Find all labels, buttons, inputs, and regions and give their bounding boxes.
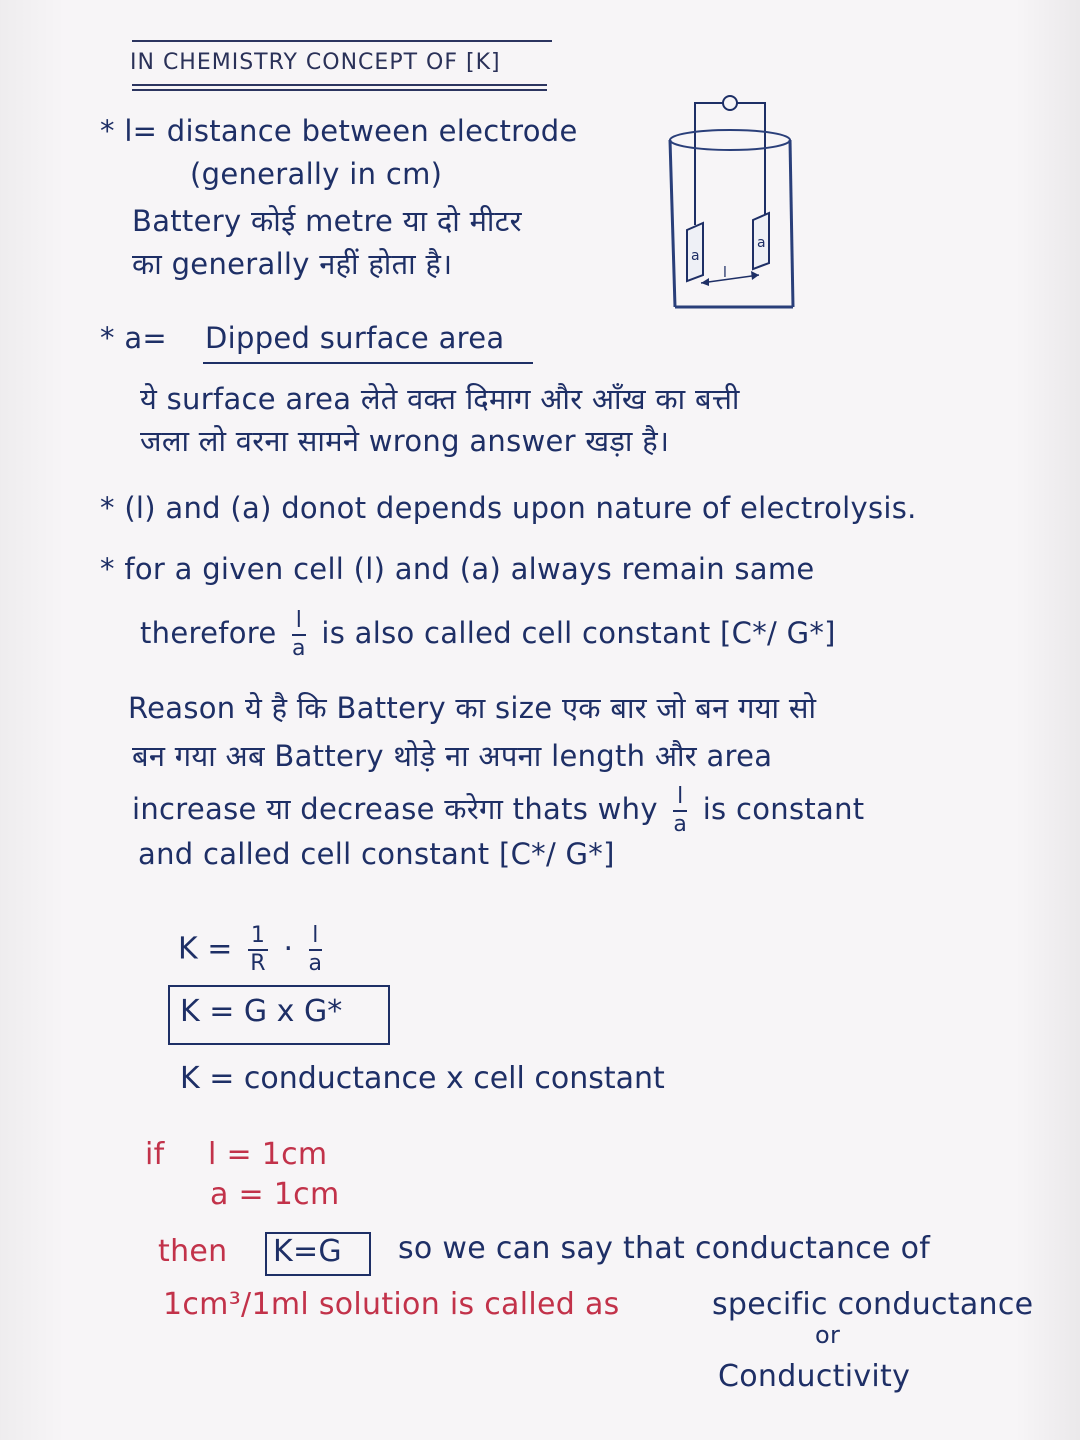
reason-line-3	[132, 786, 864, 836]
formula-3: K = conductance x cell constant	[180, 1061, 665, 1096]
l-over-a-fraction: $\frac{l}{a}$	[292, 608, 306, 661]
l-over-a-fraction-2: $\frac{l}{a}$	[673, 784, 688, 837]
then-statement: so we can say that conductance of	[398, 1231, 931, 1266]
title-rule-bottom-2	[132, 89, 547, 91]
left-plate-label: a	[691, 248, 700, 264]
l-unit-note: (generally in cm)	[190, 157, 443, 191]
bullet-given-cell: * for a given cell (l) and (a) always remain same	[100, 552, 815, 586]
then-label: then	[158, 1234, 228, 1269]
if-label: if	[145, 1137, 165, 1172]
a-value: a = 1cm	[210, 1177, 340, 1212]
reason-line-3-end: is constant	[702, 792, 865, 826]
a-definition-underline	[203, 362, 533, 364]
solution-statement: 1cm³/1ml solution is called as	[163, 1287, 620, 1322]
right-plate-label: a	[757, 235, 766, 251]
formula-1-dot: ·	[283, 931, 293, 967]
reason-line-1: Reason ये है कि Battery का size एक बार जो बन गया सो	[128, 691, 817, 725]
therefore-text: therefore	[140, 616, 277, 650]
title-rule-top	[132, 40, 552, 42]
a-prefix: * a=	[100, 321, 167, 355]
l-definition: * l= distance between electrode	[100, 114, 578, 148]
title-rule-bottom	[132, 84, 547, 86]
reason-line-4: and called cell constant [C*/ G*]	[138, 837, 615, 871]
specific-conductance: specific conductance	[712, 1287, 1034, 1322]
hindi-note-1a: Battery कोई metre या दो मीटर	[132, 204, 522, 238]
l-value: l = 1cm	[208, 1137, 328, 1172]
l-over-a-fraction-3: $\frac{l}{a}$	[308, 923, 323, 976]
or-text: or	[815, 1321, 841, 1349]
k-equals-g: K=G	[273, 1234, 342, 1269]
reason-line-3-text: increase या decrease करेगा thats why	[132, 792, 658, 826]
therefore-line	[140, 610, 836, 660]
bullet-nature: * (l) and (a) donot depends upon nature of electrolysis.	[100, 491, 917, 525]
page-title: IN CHEMISTRY CONCEPT OF [K]	[130, 50, 501, 75]
a-definition: Dipped surface area	[205, 321, 505, 355]
formula-1	[178, 925, 328, 975]
hindi-note-1b: का generally नहीं होता है।	[132, 247, 453, 281]
cell-constant-text: is also called cell constant [C*/ G*]	[321, 616, 836, 650]
formula-2: K = G x G*	[180, 994, 343, 1029]
formula-1-lhs: K =	[178, 931, 233, 967]
source-icon	[723, 96, 737, 110]
hindi-note-2a: ये surface area लेते वक्त दिमाग और आँख का बत्ती	[140, 382, 740, 416]
conductivity-text: Conductivity	[718, 1359, 911, 1394]
gap-label: l	[723, 265, 727, 281]
conductivity-cell-diagram	[655, 85, 805, 325]
hindi-note-2b: जला लो वरना सामने wrong answer खड़ा है।	[140, 424, 670, 458]
one-over-r-fraction: $\frac{1}{R}$	[248, 925, 268, 975]
reason-line-2: बन गया अब Battery थोड़े ना अपना length और area	[132, 739, 773, 773]
